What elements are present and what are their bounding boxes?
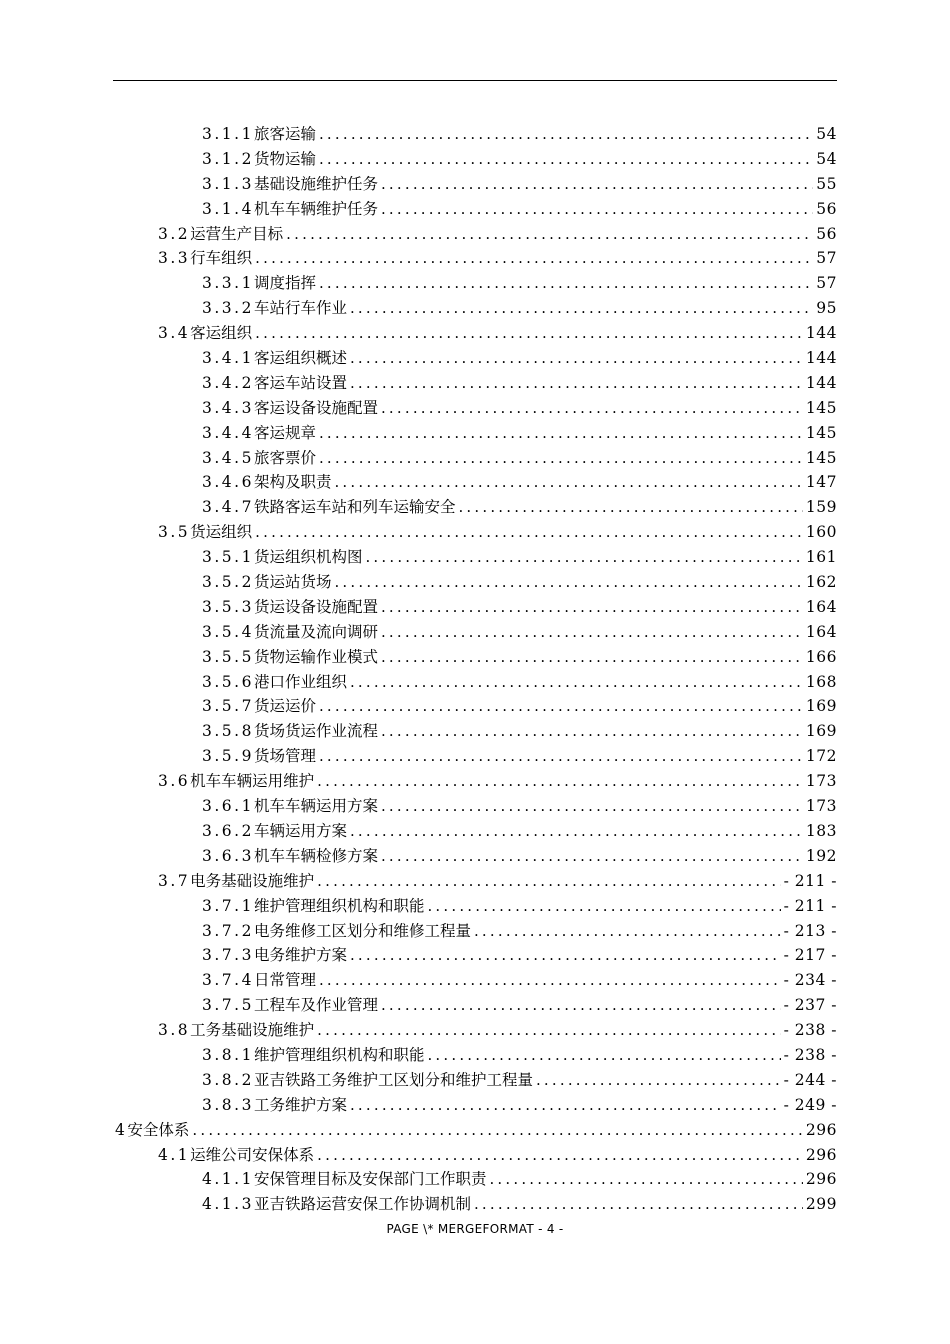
toc-entry-page: - 249 - [783,1095,837,1114]
toc-dot-leader [319,122,813,147]
toc-dot-leader [350,943,781,968]
toc-entry-number: 3.4.3 [202,398,254,417]
toc-dot-leader [381,719,803,744]
toc-dot-leader [350,371,803,396]
toc-entry-page: - 211 - [783,871,837,890]
toc-entry-number: 3.4 [158,324,191,343]
toc-entry-title: 亚吉铁路运营安保工作协调机制 [253,1195,471,1214]
toc-entry[interactable] [0,396,950,421]
toc-entry[interactable] [0,670,950,695]
toc-entry-number: 3.7.2 [202,921,254,940]
toc-dot-leader [317,869,780,894]
toc-entry-title: 安保管理目标及安保部门工作职责 [253,1170,487,1189]
toc-entry-title: 货物运输 [253,149,316,168]
toc-entry-title: 电务维修工区划分和维修工程量 [253,921,471,940]
toc-entry-page: 169 [805,697,837,716]
toc-entry-page: - 211 - [783,896,837,915]
toc-entry-page: 54 [816,149,837,168]
toc-entry-number: 3.1.2 [202,149,254,168]
toc-entry-number: 3.5.9 [202,747,254,766]
toc-entry-number: 3.1.3 [202,174,254,193]
toc-entry-title: 工程车及作业管理 [253,996,378,1015]
toc-dot-leader [350,670,803,695]
toc-entry[interactable] [0,769,950,794]
toc-entry-page: 296 [805,1145,837,1164]
toc-entry-number: 3.8.3 [202,1095,254,1114]
toc-entry-page: 144 [805,324,837,343]
toc-entry-page: 57 [816,274,837,293]
toc-entry-number: 3.7.1 [202,896,254,915]
toc-entry-page: 144 [805,349,837,368]
toc-dot-leader [255,246,813,271]
toc-entry[interactable] [0,172,950,197]
toc-dot-leader [536,1068,781,1093]
toc-entry-page: 296 [805,1120,837,1139]
toc-entry-page: 173 [805,772,837,791]
toc-entry-title: 货运组织 [190,523,253,542]
toc-entry-number: 3.7.3 [202,946,254,965]
toc-dot-leader [319,968,781,993]
toc-entry-number: 3.5.4 [202,622,254,641]
toc-dot-leader [350,346,803,371]
toc-entry-page: 144 [805,373,837,392]
toc-entry-page: - 238 - [783,1021,837,1040]
toc-entry-page: 145 [805,448,837,467]
toc-entry-number: 3.4.1 [202,349,254,368]
toc-entry[interactable] [0,520,950,545]
toc-dot-leader [458,495,802,520]
toc-entry-page: 168 [805,672,837,691]
toc-entry-title: 货场管理 [253,747,316,766]
toc-entry-title: 工务基础设施维护 [190,1021,315,1040]
toc-entry-number: 3.2 [158,224,191,243]
toc-dot-leader [474,1192,803,1217]
toc-entry[interactable] [0,719,950,744]
toc-dot-leader [381,620,803,645]
toc-entry[interactable] [0,894,950,919]
toc-entry-number: 4.1.3 [202,1195,254,1214]
toc-entry-title: 亚吉铁路工务维护工区划分和维护工程量 [253,1070,533,1089]
toc-entry[interactable] [0,744,950,769]
toc-entry-page: 159 [805,498,837,517]
toc-entry-title: 货流量及流向调研 [253,622,378,641]
toc-entry[interactable] [0,968,950,993]
toc-entry-title: 货运站货场 [253,573,332,592]
toc-entry[interactable] [0,794,950,819]
toc-entry[interactable] [0,869,950,894]
toc-entry-page: 54 [816,125,837,143]
toc-dot-leader [334,570,802,595]
toc-entry-page: - 234 - [783,971,837,990]
toc-entry-title: 车辆运用方案 [253,821,347,840]
toc-entry-page: 160 [805,523,837,542]
toc-entry-page: 57 [816,249,837,268]
toc-entry[interactable] [0,694,950,719]
toc-entry[interactable] [0,645,950,670]
toc-entry-number: 3.5.2 [202,573,254,592]
toc-entry-page: 56 [816,224,837,243]
toc-entry[interactable] [0,271,950,296]
toc-entry[interactable] [0,246,950,271]
toc-dot-leader [350,1093,781,1118]
toc-entry[interactable] [0,620,950,645]
toc-entry[interactable] [0,371,950,396]
toc-entry-number: 3.6 [158,772,191,791]
toc-entry-page: 183 [805,821,837,840]
toc-entry[interactable] [0,346,950,371]
toc-entry-page: - 217 - [783,946,837,965]
toc-entry-number: 3.7.4 [202,971,254,990]
toc-entry[interactable] [0,296,950,321]
toc-entry-title: 维护管理组织机构和职能 [253,896,425,915]
toc-entry-title: 客运规章 [253,423,316,442]
toc-entry[interactable] [0,844,950,869]
toc-entry-page: - 244 - [783,1070,837,1089]
toc-entry-number: 3.5.6 [202,672,254,691]
toc-entry-number: 3.3 [158,249,191,268]
toc-entry-page: 192 [805,846,837,865]
toc-entry[interactable] [0,421,950,446]
toc-entry[interactable] [0,545,950,570]
toc-entry-number: 4 [115,1120,128,1139]
toc-entry-page: 95 [816,299,837,318]
toc-entry-page: 172 [805,747,837,766]
toc-entry-number: 3.1.1 [202,125,254,143]
toc-entry-title: 货场货运作业流程 [253,722,378,741]
toc-entry[interactable] [0,570,950,595]
toc-entry-page: 299 [805,1195,837,1214]
toc-entry-title: 工务维护方案 [253,1095,347,1114]
toc-entry-title: 车站行车作业 [253,299,347,318]
toc-entry-title: 客运设备设施配置 [253,398,378,417]
table-of-contents [0,122,950,1217]
toc-entry-title: 电务维护方案 [253,946,347,965]
toc-entry[interactable] [0,1068,950,1093]
toc-entry[interactable] [0,321,950,346]
toc-entry-title: 基础设施维护任务 [253,174,378,193]
toc-dot-leader [319,271,813,296]
toc-dot-leader [319,147,813,172]
toc-entry-number: 3.4.2 [202,373,254,392]
toc-dot-leader [365,545,802,570]
toc-entry-page: 296 [805,1170,837,1189]
toc-entry[interactable] [0,222,950,247]
toc-entry-title: 机车车辆检修方案 [253,846,378,865]
toc-entry-title: 货物运输作业模式 [253,647,378,666]
toc-entry-page: 173 [805,797,837,816]
toc-entry-number: 3.6.1 [202,797,254,816]
toc-entry-title: 货运组织机构图 [253,548,363,567]
toc-entry[interactable] [0,595,950,620]
page-footer: PAGE \* MERGEFORMAT - 4 - [386,1222,564,1236]
toc-entry[interactable] [0,1043,950,1068]
toc-entry-number: 3.4.6 [202,473,254,492]
toc-entry-number: 3.4.5 [202,448,254,467]
toc-dot-leader [286,222,813,247]
toc-entry[interactable] [0,1192,950,1217]
toc-entry-number: 3.6.2 [202,821,254,840]
toc-entry[interactable] [0,446,950,471]
toc-entry-title: 电务基础设施维护 [190,871,315,890]
toc-dot-leader [319,446,803,471]
toc-entry-page: 161 [805,548,837,567]
toc-entry-title: 客运车站设置 [253,373,347,392]
toc-dot-leader [381,993,781,1018]
toc-entry[interactable] [0,122,950,147]
toc-entry-page: 56 [816,199,837,218]
toc-entry[interactable] [0,1018,950,1043]
toc-entry-title: 客运组织概述 [253,349,347,368]
toc-dot-leader [255,520,803,545]
toc-entry[interactable] [0,495,950,520]
header-rule [113,80,837,81]
toc-entry[interactable] [0,1093,950,1118]
toc-entry-number: 4.1 [158,1145,191,1164]
toc-dot-leader [474,919,781,944]
toc-dot-leader [350,296,813,321]
toc-entry-title: 运维公司安保体系 [190,1145,315,1164]
toc-dot-leader [350,819,803,844]
toc-dot-leader [319,744,803,769]
toc-entry[interactable] [0,147,950,172]
toc-entry-title: 旅客运输 [253,125,316,143]
toc-entry[interactable] [0,943,950,968]
toc-dot-leader [381,197,813,222]
toc-entry-page: 145 [805,423,837,442]
toc-dot-leader [381,844,803,869]
toc-entry[interactable] [0,919,950,944]
toc-entry-title: 行车组织 [190,249,253,268]
toc-entry-title: 维护管理组织机构和职能 [253,1045,425,1064]
toc-entry-number: 4.1.1 [202,1170,254,1189]
toc-entry-title: 货运设备设施配置 [253,597,378,616]
toc-entry-number: 3.3.1 [202,274,254,293]
toc-entry-title: 运营生产目标 [190,224,284,243]
toc-entry-page: 145 [805,398,837,417]
toc-entry[interactable] [0,1143,950,1168]
toc-entry-page: 162 [805,573,837,592]
toc-entry-number: 3.8 [158,1021,191,1040]
toc-entry-title: 机车车辆维护任务 [253,199,378,218]
toc-entry-page: 164 [805,597,837,616]
toc-entry-number: 3.5.3 [202,597,254,616]
toc-entry-number: 3.7.5 [202,996,254,1015]
toc-entry-number: 3.7 [158,871,191,890]
toc-entry-number: 3.6.3 [202,846,254,865]
toc-entry[interactable] [0,819,950,844]
toc-dot-leader [192,1118,803,1143]
toc-entry[interactable] [0,1167,950,1192]
toc-entry-number: 3.8.1 [202,1045,254,1064]
toc-dot-leader [319,694,803,719]
toc-dot-leader [317,1018,780,1043]
toc-dot-leader [427,1043,780,1068]
toc-entry[interactable] [0,470,950,495]
toc-dot-leader [427,894,780,919]
toc-dot-leader [381,396,803,421]
toc-entry-title: 架构及职责 [253,473,332,492]
toc-entry-number: 3.4.4 [202,423,254,442]
toc-entry-title: 旅客票价 [253,448,316,467]
toc-entry-number: 3.5 [158,523,191,542]
toc-entry-number: 3.5.7 [202,697,254,716]
toc-dot-leader [317,1143,803,1168]
toc-entry-page: 55 [816,174,837,193]
toc-entry-page: - 213 - [783,921,837,940]
toc-entry-number: 3.5.1 [202,548,254,567]
toc-entry-number: 3.5.8 [202,722,254,741]
toc-entry-page: - 237 - [783,996,837,1015]
toc-dot-leader [334,470,802,495]
toc-dot-leader [255,321,803,346]
toc-entry-number: 3.3.2 [202,299,254,318]
toc-entry-page: 169 [805,722,837,741]
toc-dot-leader [381,595,803,620]
toc-entry[interactable] [0,1118,950,1143]
toc-entry-number: 3.1.4 [202,199,254,218]
toc-dot-leader [381,794,803,819]
toc-dot-leader [381,172,813,197]
toc-entry-title: 调度指挥 [253,274,316,293]
toc-entry-number: 3.5.5 [202,647,254,666]
toc-entry-title: 铁路客运车站和列车运输安全 [253,498,456,517]
toc-entry-title: 客运组织 [190,324,253,343]
toc-dot-leader [317,769,803,794]
toc-entry-page: - 238 - [783,1045,837,1064]
toc-dot-leader [319,421,803,446]
toc-entry-title: 机车车辆运用维护 [190,772,315,791]
toc-entry-title: 机车车辆运用方案 [253,797,378,816]
toc-entry[interactable] [0,197,950,222]
toc-dot-leader [381,645,803,670]
toc-entry-number: 3.4.7 [202,498,254,517]
toc-entry-title: 港口作业组织 [253,672,347,691]
toc-entry[interactable] [0,993,950,1018]
toc-dot-leader [489,1167,802,1192]
toc-entry-title: 日常管理 [253,971,316,990]
toc-entry-page: 147 [805,473,837,492]
toc-entry-title: 货运运价 [253,697,316,716]
toc-entry-page: 164 [805,622,837,641]
toc-entry-title: 安全体系 [127,1120,190,1139]
toc-entry-page: 166 [805,647,837,666]
toc-entry-number: 3.8.2 [202,1070,254,1089]
